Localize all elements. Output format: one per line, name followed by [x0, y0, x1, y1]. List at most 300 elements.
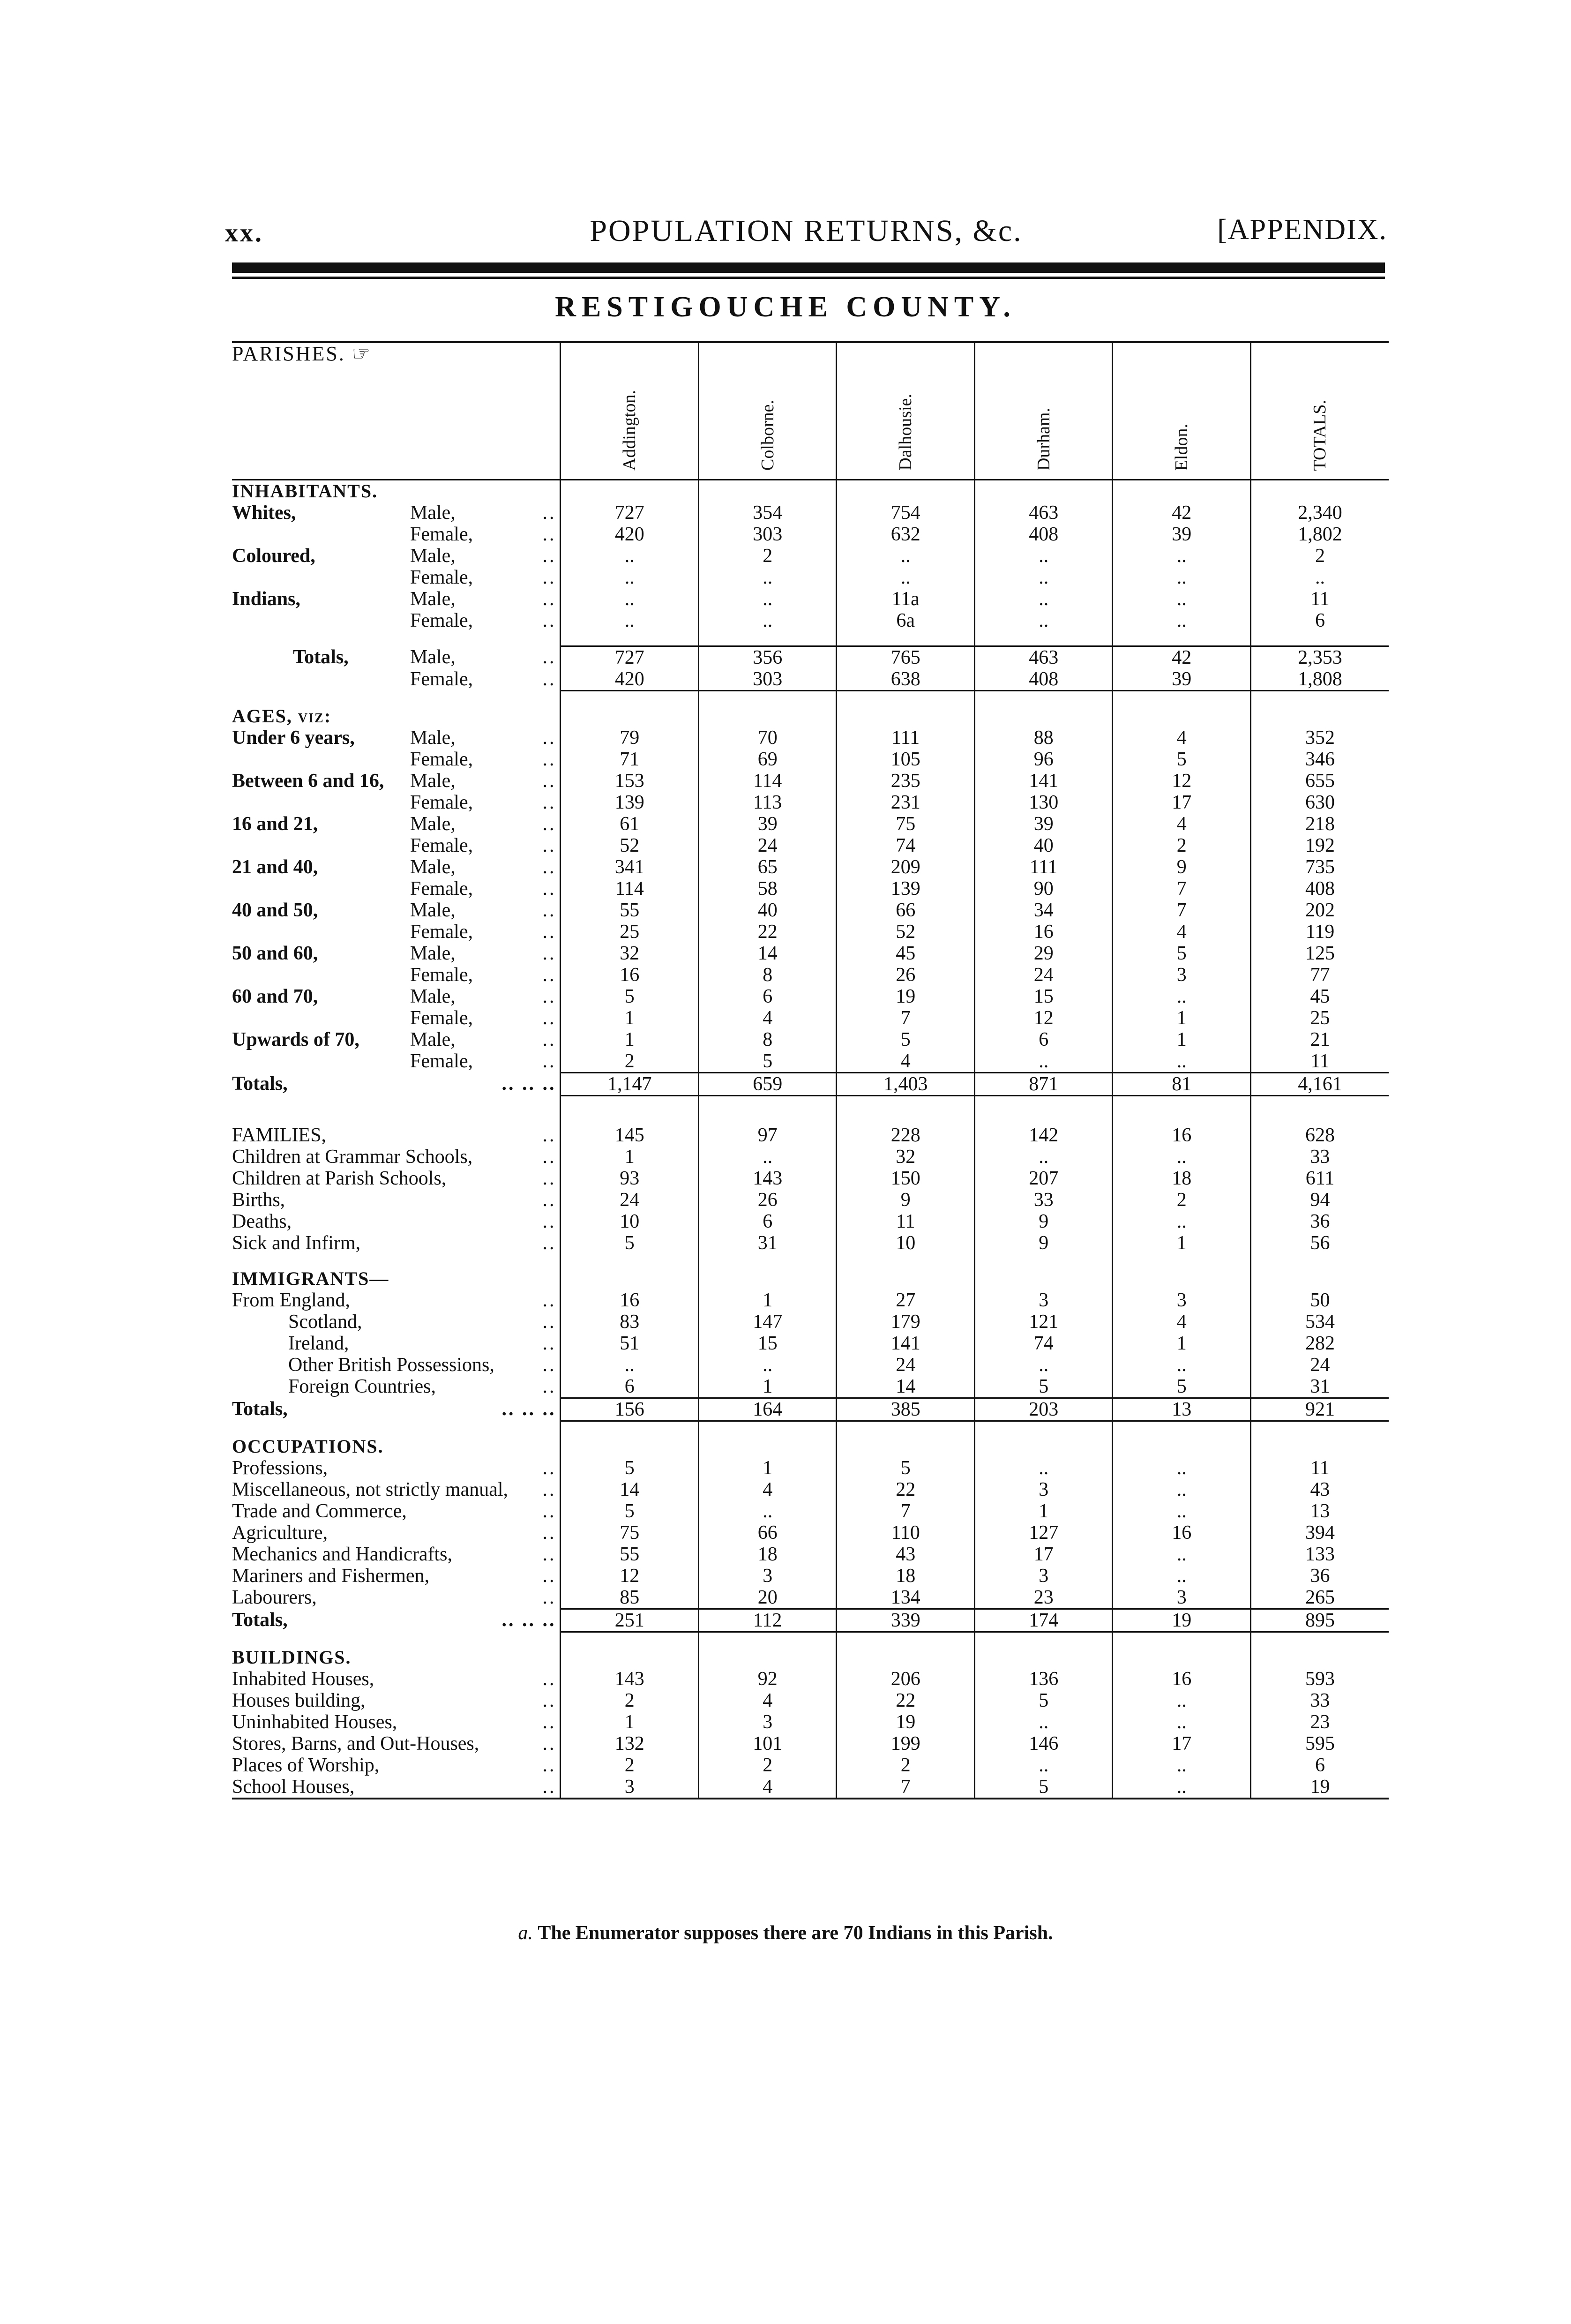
- row-label: [232, 1125, 561, 1146]
- table-cell: 3: [1113, 1587, 1251, 1609]
- table-cell: 5: [1113, 1376, 1251, 1398]
- table-row: [232, 792, 1389, 813]
- table-cell: 58: [698, 878, 837, 900]
- table-cell: 9: [837, 1189, 975, 1211]
- table-cell: 13: [1250, 1500, 1389, 1522]
- leader-dots: ..: [542, 1565, 556, 1587]
- table-row: [232, 1711, 1389, 1733]
- table-cell: 408: [974, 668, 1113, 691]
- empty-cell: [1250, 631, 1389, 646]
- row-label: [232, 1146, 561, 1168]
- table-row: [232, 545, 1389, 567]
- table-cell: ..: [1113, 1544, 1251, 1565]
- table-cell: 655: [1250, 770, 1389, 792]
- table-row: [232, 813, 1389, 835]
- table-cell: 5: [1113, 943, 1251, 964]
- header-rule-thin: [232, 277, 1385, 279]
- table-cell: 141: [837, 1333, 975, 1354]
- table-row: [232, 835, 1389, 856]
- row-label: [232, 1311, 561, 1333]
- row-category: 60 and 70,: [232, 986, 318, 1007]
- table-cell: 43: [1250, 1479, 1389, 1500]
- empty-cell: [561, 1254, 699, 1268]
- table-row: [232, 1146, 1389, 1168]
- empty-cell: [561, 705, 699, 727]
- table-cell: 16: [1113, 1522, 1251, 1544]
- table-cell: 179: [837, 1311, 975, 1333]
- table-row: [232, 1587, 1389, 1609]
- table-cell: 15: [698, 1333, 837, 1354]
- col-header: [698, 342, 837, 480]
- table-row: [232, 727, 1389, 749]
- row-label: [232, 835, 561, 856]
- table-cell: ..: [698, 567, 837, 588]
- table-cell: 93: [561, 1168, 699, 1189]
- leader-dots: ..: [542, 1146, 556, 1168]
- empty-cell: [1250, 1421, 1389, 1436]
- table-cell: ..: [1113, 1500, 1251, 1522]
- empty-cell: [974, 1110, 1113, 1125]
- row-label: [232, 1398, 561, 1421]
- section-row: [232, 705, 1389, 727]
- empty-cell: [974, 1096, 1113, 1111]
- row-sex: Male,: [410, 986, 456, 1007]
- row-label-text: Miscellaneous, not strictly manual,: [232, 1479, 509, 1500]
- table-cell: 96: [974, 749, 1113, 770]
- table-row: [232, 668, 1389, 691]
- empty-cell: [837, 1254, 975, 1268]
- table-cell: 4: [698, 1690, 837, 1711]
- table-cell: 4,161: [1250, 1073, 1389, 1096]
- leader-dots: ..: [542, 588, 556, 610]
- table-cell: 29: [974, 943, 1113, 964]
- row-label: [232, 1776, 561, 1799]
- table-row: [232, 1479, 1389, 1500]
- empty-cell: [837, 1436, 975, 1457]
- empty-cell: [837, 691, 975, 706]
- page-title: POPULATION RETURNS, &c.: [590, 214, 1023, 248]
- row-label-text: Ireland,: [288, 1333, 349, 1354]
- table-cell: 2: [698, 545, 837, 567]
- table-cell: 19: [1113, 1609, 1251, 1632]
- row-label: [232, 1354, 561, 1376]
- empty-cell: [698, 691, 837, 706]
- leader-dots: ..: [542, 567, 556, 588]
- empty-cell: [698, 1254, 837, 1268]
- table-cell: 34: [974, 900, 1113, 921]
- col-header-label: Colborne.: [757, 400, 778, 471]
- table-cell: 2: [561, 1754, 699, 1776]
- table-cell: 1: [561, 1029, 699, 1050]
- section-title: AGES, viz:: [232, 705, 332, 727]
- table-cell: 17: [1113, 1733, 1251, 1754]
- table-cell: 202: [1250, 900, 1389, 921]
- table-cell: 88: [974, 727, 1113, 749]
- table-cell: 8: [698, 964, 837, 986]
- empty-cell: [1113, 1436, 1251, 1457]
- table-cell: 141: [974, 770, 1113, 792]
- empty-cell: [1250, 705, 1389, 727]
- table-cell: 1: [1113, 1232, 1251, 1254]
- empty-cell: [698, 480, 837, 502]
- row-label: [232, 1711, 561, 1733]
- row-label: [232, 1668, 561, 1690]
- table-cell: 4: [698, 1007, 837, 1029]
- table-cell: 1,147: [561, 1073, 699, 1096]
- row-sex: Male,: [410, 502, 456, 524]
- row-label: [232, 646, 561, 669]
- table-row: [232, 964, 1389, 986]
- table-cell: 4: [698, 1479, 837, 1500]
- table-cell: 136: [974, 1668, 1113, 1690]
- table-cell: 36: [1250, 1211, 1389, 1232]
- table-cell: 39: [698, 813, 837, 835]
- empty-cell: [974, 1254, 1113, 1268]
- table-cell: 25: [561, 921, 699, 943]
- table-cell: ..: [1113, 1776, 1251, 1799]
- row-label: [232, 1609, 561, 1632]
- table-cell: 408: [1250, 878, 1389, 900]
- row-label: [232, 545, 561, 567]
- row-label-text: Houses building,: [232, 1690, 366, 1711]
- row-sex: Female,: [410, 610, 473, 631]
- footnote: [0, 1922, 1571, 1944]
- table-cell: 11: [1250, 1457, 1389, 1479]
- row-label: [232, 1211, 561, 1232]
- table-cell: 156: [561, 1398, 699, 1421]
- table-cell: 5: [1113, 749, 1251, 770]
- table-cell: 27: [837, 1289, 975, 1311]
- table-cell: ..: [1113, 1354, 1251, 1376]
- table-cell: 346: [1250, 749, 1389, 770]
- row-label: [232, 727, 561, 749]
- empty-cell: [561, 1632, 699, 1647]
- empty-cell: [698, 1647, 837, 1668]
- table-cell: 735: [1250, 856, 1389, 878]
- row-category: Upwards of 70,: [232, 1029, 359, 1050]
- table-row: [232, 524, 1389, 545]
- table-row: [232, 1333, 1389, 1354]
- empty-cell: [232, 1632, 561, 1647]
- row-label: [232, 792, 561, 813]
- table-cell: 408: [974, 524, 1113, 545]
- table-cell: 6: [698, 986, 837, 1007]
- table-cell: ..: [1250, 567, 1389, 588]
- table-row: [232, 1232, 1389, 1254]
- row-label: [232, 1500, 561, 1522]
- spacer-row: [232, 631, 1389, 646]
- empty-cell: [837, 480, 975, 502]
- table-cell: 153: [561, 770, 699, 792]
- table-cell: ..: [974, 567, 1113, 588]
- table-cell: 6: [974, 1029, 1113, 1050]
- table-cell: 7: [1113, 900, 1251, 921]
- table-cell: 2: [1250, 545, 1389, 567]
- table-cell: 1,403: [837, 1073, 975, 1096]
- empty-cell: [561, 631, 699, 646]
- table-row: [232, 1733, 1389, 1754]
- table-cell: 6: [1250, 1754, 1389, 1776]
- table-cell: 352: [1250, 727, 1389, 749]
- row-sex: Female,: [410, 964, 473, 986]
- table-cell: 33: [1250, 1690, 1389, 1711]
- page-number: xx.: [225, 218, 263, 247]
- row-label-text: Trade and Commerce,: [232, 1500, 407, 1522]
- table-cell: 66: [837, 900, 975, 921]
- leader-dots: ..: [542, 1125, 556, 1146]
- row-sex: Male,: [410, 727, 456, 749]
- spacer-row: [232, 1254, 1389, 1268]
- table-cell: 611: [1250, 1168, 1389, 1189]
- leader-dots: ..: [542, 964, 556, 986]
- table-cell: 19: [837, 1711, 975, 1733]
- table-cell: 40: [698, 900, 837, 921]
- table-cell: 1: [698, 1376, 837, 1398]
- empty-cell: [837, 631, 975, 646]
- row-label-text: Births,: [232, 1189, 285, 1211]
- leader-dots: ..: [542, 878, 556, 900]
- leader-dots: ..: [542, 1776, 556, 1798]
- empty-cell: [837, 1110, 975, 1125]
- leader-dots: ..: [542, 921, 556, 943]
- table-cell: 36: [1250, 1565, 1389, 1587]
- table-cell: 71: [561, 749, 699, 770]
- col-header-label: TOTALS.: [1310, 399, 1330, 471]
- table-cell: 22: [698, 921, 837, 943]
- leader-dots: ..: [542, 1544, 556, 1565]
- table-cell: ..: [974, 1050, 1113, 1073]
- table-cell: 15: [974, 986, 1113, 1007]
- empty-cell: [837, 705, 975, 727]
- column-header-row: [232, 342, 1389, 480]
- table-cell: 12: [561, 1565, 699, 1587]
- table-cell: 97: [698, 1125, 837, 1146]
- table-cell: 70: [698, 727, 837, 749]
- empty-cell: [1113, 1254, 1251, 1268]
- col-header: [561, 342, 699, 480]
- table-cell: 11: [1250, 1050, 1389, 1073]
- table-cell: 5: [974, 1776, 1113, 1799]
- table-cell: 26: [698, 1189, 837, 1211]
- table-row: [232, 1289, 1389, 1311]
- table-row: [232, 900, 1389, 921]
- table-cell: ..: [1113, 588, 1251, 610]
- table-cell: 17: [1113, 792, 1251, 813]
- row-label-text: Stores, Barns, and Out-Houses,: [232, 1733, 479, 1754]
- totals-row: [232, 1609, 1389, 1632]
- table-cell: 12: [1113, 770, 1251, 792]
- table-cell: 40: [974, 835, 1113, 856]
- empty-cell: [1113, 1421, 1251, 1436]
- table-cell: 420: [561, 524, 699, 545]
- empty-cell: [1113, 1096, 1251, 1111]
- table-row: [232, 1311, 1389, 1333]
- table-cell: 79: [561, 727, 699, 749]
- table-cell: ..: [698, 588, 837, 610]
- leader-dots: ..: [542, 900, 556, 921]
- row-label-text: Professions,: [232, 1457, 328, 1479]
- table-cell: 10: [561, 1211, 699, 1232]
- table-cell: 2: [561, 1050, 699, 1073]
- table-cell: 754: [837, 502, 975, 524]
- table-cell: ..: [1113, 545, 1251, 567]
- leader-dots: ..: [542, 524, 556, 545]
- table-cell: 33: [1250, 1146, 1389, 1168]
- empty-cell: [1113, 705, 1251, 727]
- table-cell: 127: [974, 1522, 1113, 1544]
- table-cell: 42: [1113, 502, 1251, 524]
- row-label-text: Children at Parish Schools,: [232, 1168, 447, 1189]
- leader-dots: ..: [542, 1500, 556, 1522]
- table-cell: 921: [1250, 1398, 1389, 1421]
- empty-cell: [1250, 1110, 1389, 1125]
- row-label: [232, 1189, 561, 1211]
- section-title: INHABITANTS.: [232, 480, 378, 502]
- table-cell: 26: [837, 964, 975, 986]
- table-cell: 2: [698, 1754, 837, 1776]
- row-category: Coloured,: [232, 545, 315, 567]
- table-cell: 23: [974, 1587, 1113, 1609]
- table-cell: 1: [1113, 1333, 1251, 1354]
- table-cell: ..: [561, 610, 699, 631]
- empty-cell: [698, 705, 837, 727]
- table-cell: 74: [974, 1333, 1113, 1354]
- empty-cell: [1113, 691, 1251, 706]
- row-category: Whites,: [232, 502, 296, 524]
- table-cell: ..: [1113, 567, 1251, 588]
- leader-dots: ..: [542, 1029, 556, 1050]
- leader-dots: ..: [542, 1733, 556, 1754]
- table-cell: ..: [1113, 1754, 1251, 1776]
- table-cell: 39: [1113, 668, 1251, 691]
- table-cell: 85: [561, 1587, 699, 1609]
- row-sex: Female,: [410, 921, 473, 943]
- table-cell: ..: [1113, 1050, 1251, 1073]
- table-cell: ..: [561, 545, 699, 567]
- leader-dots: ..: [542, 1668, 556, 1690]
- empty-cell: [1250, 480, 1389, 502]
- table-cell: 14: [561, 1479, 699, 1500]
- table-cell: 251: [561, 1609, 699, 1632]
- table-cell: ..: [561, 567, 699, 588]
- table-cell: 2: [1113, 835, 1251, 856]
- table-row: [232, 1168, 1389, 1189]
- spacer-row: [232, 691, 1389, 706]
- table-cell: 17: [974, 1544, 1113, 1565]
- empty-cell: [698, 1632, 837, 1647]
- table-cell: 659: [698, 1073, 837, 1096]
- table-cell: 52: [561, 835, 699, 856]
- row-label: [232, 770, 561, 792]
- table-cell: 8: [698, 1029, 837, 1050]
- leader-dots: ..: [542, 1050, 556, 1072]
- table-cell: 3: [974, 1289, 1113, 1311]
- table-cell: 24: [698, 835, 837, 856]
- row-label: [232, 943, 561, 964]
- row-label: [232, 1587, 561, 1609]
- table-cell: 385: [837, 1398, 975, 1421]
- row-label: [232, 1544, 561, 1565]
- row-sex: Male,: [410, 900, 456, 921]
- table-cell: ..: [1113, 1711, 1251, 1733]
- empty-cell: [698, 1110, 837, 1125]
- row-sex: Male,: [410, 770, 456, 792]
- table-cell: 2,340: [1250, 502, 1389, 524]
- table-cell: 101: [698, 1733, 837, 1754]
- empty-cell: [1250, 1647, 1389, 1668]
- footnote-marker: a.: [518, 1922, 533, 1944]
- table-cell: 50: [1250, 1289, 1389, 1311]
- table-cell: ..: [698, 1354, 837, 1376]
- table-cell: 203: [974, 1398, 1113, 1421]
- empty-cell: [698, 1421, 837, 1436]
- table-cell: ..: [837, 567, 975, 588]
- spacer-row: [232, 1110, 1389, 1125]
- row-sex: Male,: [410, 1029, 456, 1050]
- table-cell: 593: [1250, 1668, 1389, 1690]
- table-cell: 18: [698, 1544, 837, 1565]
- county-title: RESTIGOUCHE COUNTY.: [555, 291, 1016, 323]
- table-cell: 632: [837, 524, 975, 545]
- table-cell: 192: [1250, 835, 1389, 856]
- table-cell: 5: [698, 1050, 837, 1073]
- table-cell: 4: [1113, 727, 1251, 749]
- section-title: BUILDINGS.: [232, 1647, 352, 1668]
- table-cell: 765: [837, 646, 975, 669]
- table-cell: 394: [1250, 1522, 1389, 1544]
- row-label-text: Labourers,: [232, 1587, 317, 1608]
- leader-dots: .. .. ..: [501, 1398, 556, 1420]
- table-cell: 339: [837, 1609, 975, 1632]
- table-cell: 206: [837, 1668, 975, 1690]
- table-cell: 105: [837, 749, 975, 770]
- table-cell: 39: [974, 813, 1113, 835]
- empty-cell: [698, 1436, 837, 1457]
- row-label-text: Uninhabited Houses,: [232, 1711, 397, 1733]
- section-row: [232, 480, 1389, 502]
- table-cell: 4: [1113, 921, 1251, 943]
- leader-dots: ..: [542, 1754, 556, 1776]
- table-cell: 125: [1250, 943, 1389, 964]
- table-cell: ..: [1113, 986, 1251, 1007]
- table-cell: 55: [561, 1544, 699, 1565]
- row-label: [232, 1690, 561, 1711]
- empty-cell: [561, 1421, 699, 1436]
- table-cell: 143: [698, 1168, 837, 1189]
- col-header-label: Dalhousie.: [896, 394, 916, 471]
- table-cell: 235: [837, 770, 975, 792]
- table-cell: 22: [837, 1690, 975, 1711]
- table-row: [232, 1007, 1389, 1029]
- table-cell: 32: [561, 943, 699, 964]
- row-label-text: Totals,: [232, 1398, 288, 1420]
- table-cell: 265: [1250, 1587, 1389, 1609]
- empty-cell: [232, 691, 561, 706]
- row-label-text: FAMILIES,: [232, 1125, 327, 1146]
- table-cell: 134: [837, 1587, 975, 1609]
- table-cell: 139: [837, 878, 975, 900]
- table-cell: 33: [974, 1189, 1113, 1211]
- empty-cell: [974, 705, 1113, 727]
- table-cell: 24: [974, 964, 1113, 986]
- empty-cell: [837, 1096, 975, 1111]
- row-label-text: School Houses,: [232, 1776, 355, 1798]
- table-cell: 534: [1250, 1311, 1389, 1333]
- table-row: [232, 878, 1389, 900]
- table-cell: 628: [1250, 1125, 1389, 1146]
- table-row: [232, 1776, 1389, 1799]
- table-cell: 11: [1250, 588, 1389, 610]
